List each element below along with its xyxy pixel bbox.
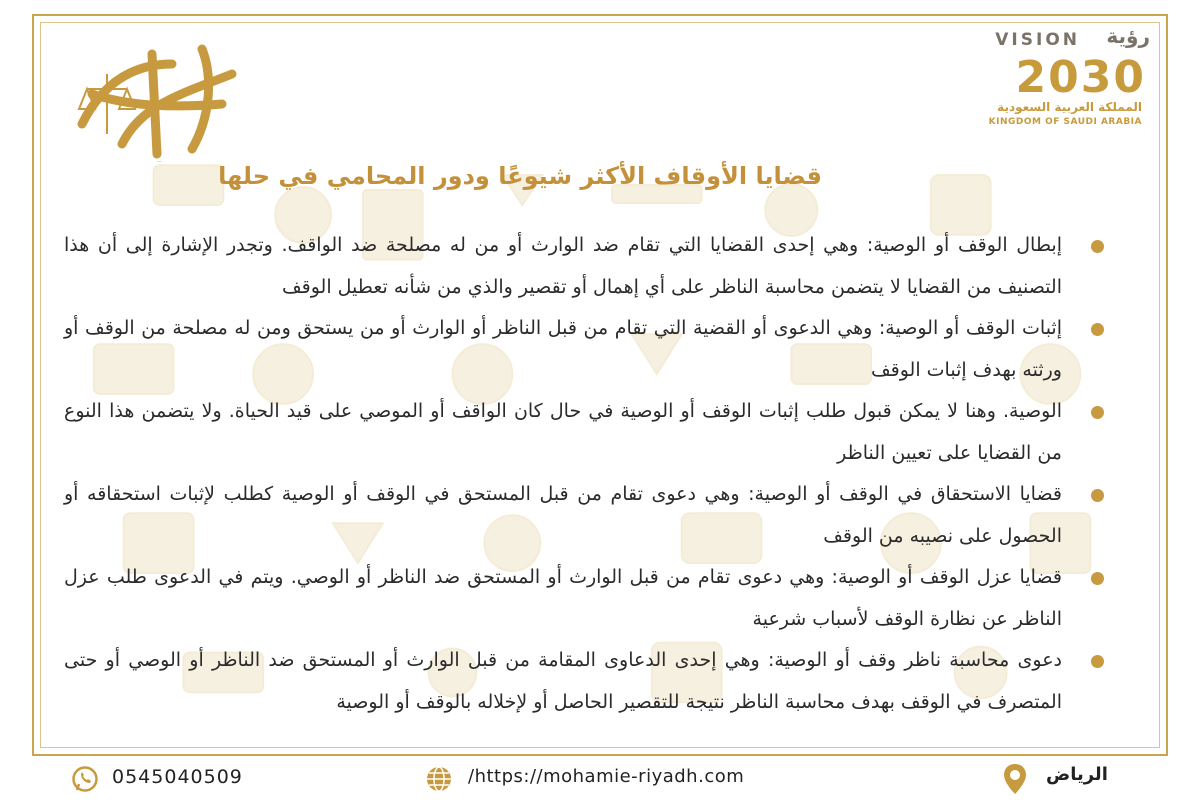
bullet-dot-icon — [1091, 240, 1104, 253]
list-item-text: قضايا عزل الوقف أو الوصية: وهي دعوى تقام من قبل الوارث أو المستحق ضد الناظر أو الوصي. ويتم في الدعوى طلب عزل الناظر عن نظارة الوقف لأسباب شرعية — [64, 566, 1062, 630]
city-label: الرياض — [1046, 764, 1108, 785]
page-title: قضايا الأوقاف الأكثر شيوعًا ودور المحامي في حلها — [218, 162, 822, 190]
bullet-list — [64, 225, 1104, 723]
whatsapp-icon[interactable] — [70, 764, 100, 794]
bullet-dot-icon — [1091, 572, 1104, 585]
vision-2030-logo — [960, 24, 1150, 134]
list-item — [64, 640, 1104, 723]
list-item-text: إثبات الوقف أو الوصية: وهي الدعوى أو القضية التي تقام من قبل الناظر أو الوارث أو من يستحق ومن له مصلحة من الوقف أو ورثته بهدف إثبات الوقف — [64, 317, 1062, 381]
bullet-dot-icon — [1091, 323, 1104, 336]
list-item-text: دعوى محاسبة ناظر وقف أو الوصية: وهي إحدى الدعاوى المقامة من قبل الوارث أو المستحق ضد الناظر أو الوصي أو حتى المتصرف في الوقف بهدف محاسبة الناظر نتيجة للتقصير الحاصل أو لإخلاله بالوقف أو الوصية — [64, 649, 1062, 713]
footer — [0, 758, 1200, 800]
vision-english-country: KINGDOM OF SAUDI ARABIA — [988, 117, 1142, 127]
calligraphy-name: محمد — [157, 161, 162, 163]
calligraphy-logo — [62, 34, 252, 164]
bullet-dot-icon — [1091, 406, 1104, 419]
vision-arabic-word: رؤية — [1106, 24, 1150, 48]
globe-icon[interactable] — [424, 764, 454, 794]
vision-year: 2030 — [1015, 52, 1146, 103]
bullet-dot-icon — [1091, 489, 1104, 502]
list-item-text: قضايا الاستحقاق في الوقف أو الوصية: وهي دعوى تقام من قبل المستحق في الوقف أو الوصية كطلب لإثبات استحقاقه أو الحصول على نصيبه من الوقف — [64, 483, 1062, 547]
bullet-dot-icon — [1091, 655, 1104, 668]
list-item — [64, 474, 1104, 557]
list-item-text: الوصية. وهنا لا يمكن قبول طلب إثبات الوقف أو الوصية في حال كان الواقف أو الموصي على قيد الحياة. ولا يتضمن هذا النوع من القضايا على تعيين الناظر — [64, 400, 1062, 464]
list-item — [64, 308, 1104, 391]
vision-arabic-country: المملكة العربية السعودية — [997, 100, 1142, 114]
website-link[interactable]: /https://mohamie-riyadh.com — [468, 766, 745, 787]
list-item — [64, 225, 1104, 308]
vision-word: VISION — [995, 30, 1080, 50]
phone-number[interactable]: 0545040509 — [112, 766, 243, 788]
list-item — [64, 557, 1104, 640]
list-item — [64, 391, 1104, 474]
location-pin-icon[interactable] — [1000, 762, 1030, 796]
list-item-text: إبطال الوقف أو الوصية: وهي إحدى القضايا التي تقام ضد الوارث أو من له مصلحة ضد الواقف. وتجدر الإشارة إلى أن هذا التصنيف من القضايا لا يتضمن محاسبة الناظر على أي إهمال أو تقصير والذي من شأنه تعطيل الوقف — [64, 234, 1062, 298]
